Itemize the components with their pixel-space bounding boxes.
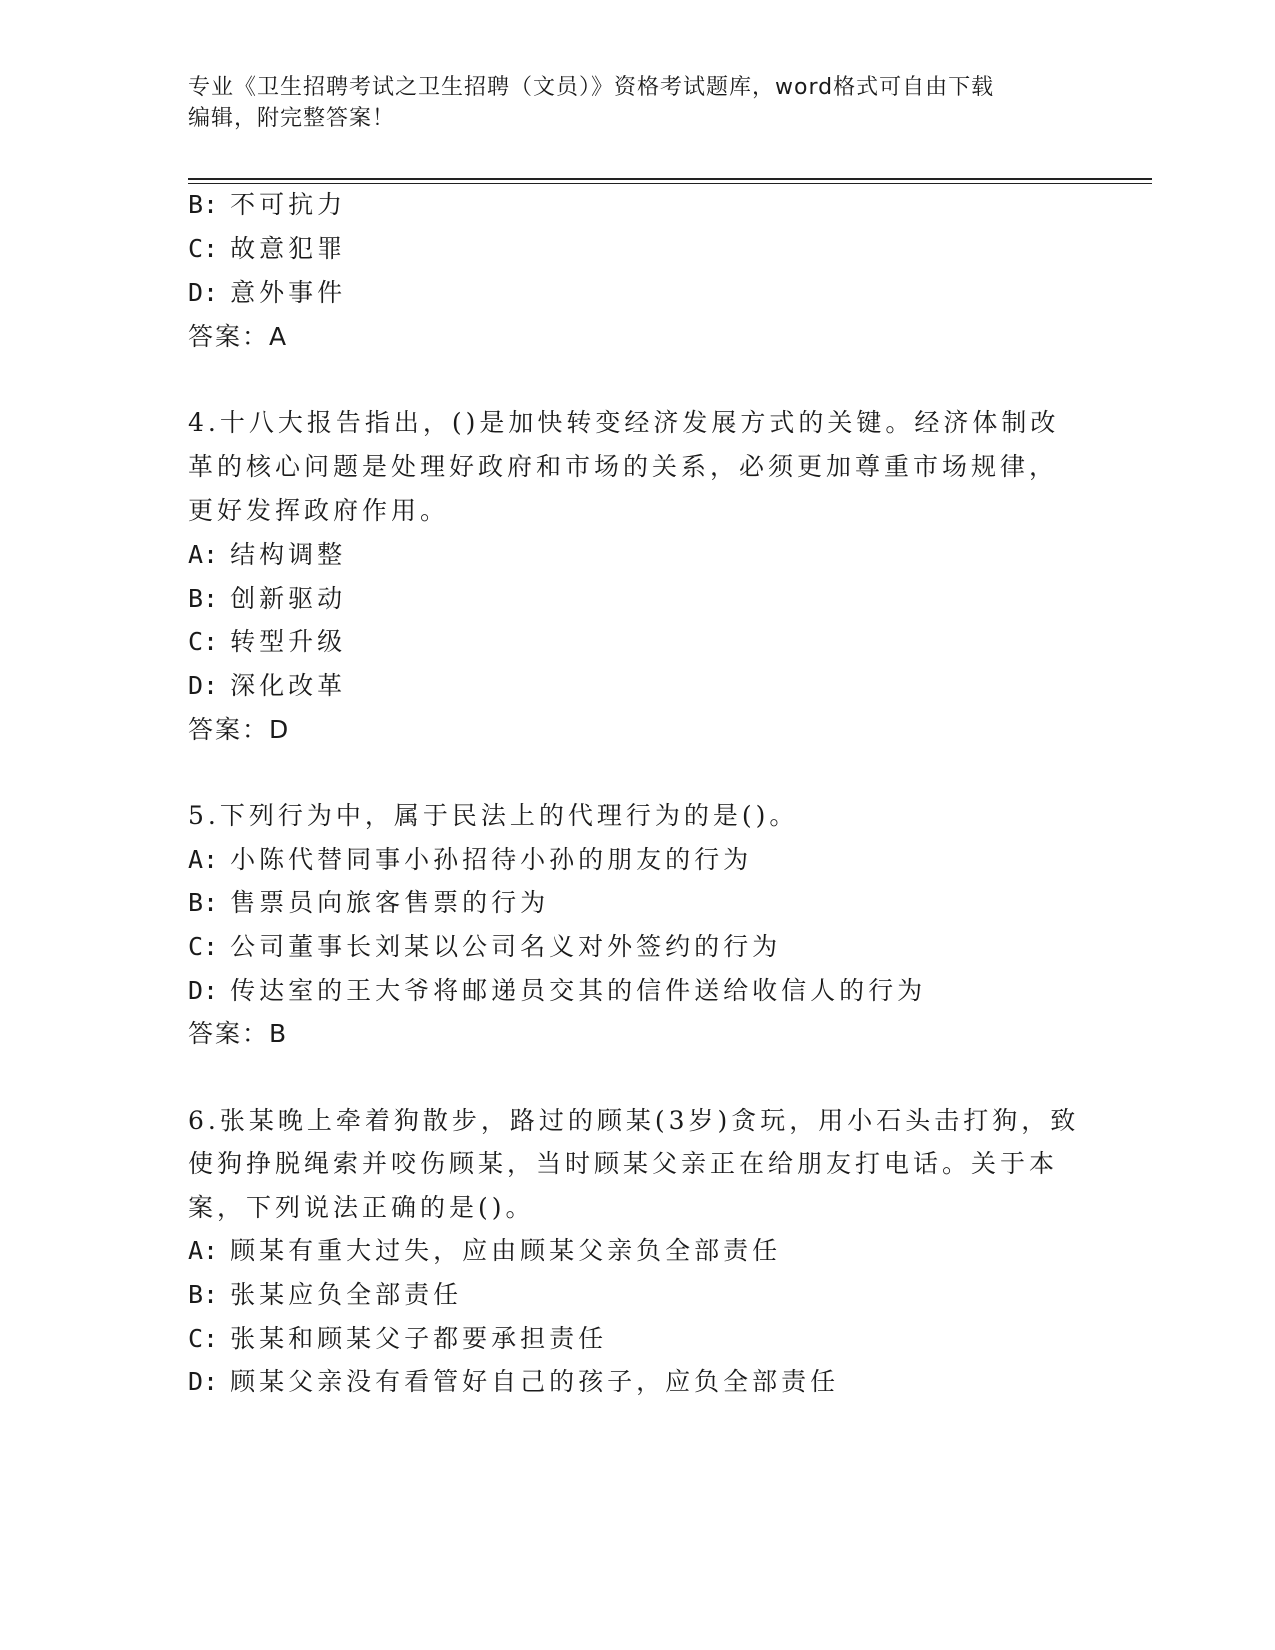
header-title-line-1: 专业《卫生招聘考试之卫生招聘（文员）》资格考试题库，word格式可自由下载 — [188, 75, 995, 100]
header-divider-thick — [188, 178, 1152, 180]
q6-stem-line-2: 使狗挣脱绳索并咬伤顾某，当时顾某父亲正在给朋友打电话。关于本 — [188, 1149, 1059, 1178]
q4-option-b — [188, 579, 346, 615]
q4-stem-line-2: 革的核心问题是处理好政府和市场的关系，必须更加尊重市场规律， — [188, 452, 1059, 481]
header-divider-thin — [188, 183, 1152, 184]
option-text: 公司董事长刘某以公司名义对外签约的行为 — [230, 932, 782, 961]
option-letter: B: — [188, 1280, 219, 1309]
q3-option-c — [188, 229, 346, 265]
q4-answer: 答案：D — [188, 715, 291, 744]
option-text: 意外事件 — [230, 278, 347, 307]
q4-stem-line-3: 更好发挥政府作用。 — [188, 496, 450, 525]
document-header — [188, 72, 1068, 134]
q3-option-b — [188, 185, 346, 221]
q4-option-d — [188, 666, 346, 702]
q5-option-c — [188, 927, 781, 963]
q6-option-a — [188, 1231, 781, 1267]
option-letter: C: — [188, 627, 219, 656]
option-letter: D: — [188, 278, 219, 307]
q6-option-d — [188, 1362, 839, 1398]
option-letter: C: — [188, 1324, 219, 1353]
option-text: 结构调整 — [230, 540, 347, 569]
option-text: 小陈代替同事小孙招待小孙的朋友的行为 — [230, 845, 753, 874]
q5-stem-line-1: 5.下列行为中，属于民法上的代理行为的是()。 — [188, 801, 799, 830]
option-letter: A: — [188, 845, 219, 874]
q4-option-c — [188, 622, 346, 658]
option-letter: D: — [188, 1367, 219, 1396]
option-letter: B: — [188, 190, 219, 219]
option-text: 不可抗力 — [230, 190, 347, 219]
q6-stem-line-3: 案，下列说法正确的是()。 — [188, 1193, 535, 1222]
option-letter: A: — [188, 540, 219, 569]
q5-option-b — [188, 883, 549, 919]
q5-answer: 答案：B — [188, 1019, 289, 1048]
option-text: 转型升级 — [230, 627, 347, 656]
option-letter: C: — [188, 234, 219, 263]
q4-stem-line-1: 4.十八大报告指出，()是加快转变经济发展方式的关键。经济体制改 — [188, 408, 1060, 437]
q6-stem-line-1: 6.张某晚上牵着狗散步，路过的顾某(3岁)贪玩，用小石头击打狗，致 — [188, 1106, 1080, 1135]
option-letter: A: — [188, 1236, 219, 1265]
option-text: 传达室的王大爷将邮递员交其的信件送给收信人的行为 — [230, 976, 927, 1005]
option-letter: B: — [188, 584, 219, 613]
option-text: 深化改革 — [230, 671, 347, 700]
option-text: 顾某有重大过失，应由顾某父亲负全部责任 — [230, 1236, 782, 1265]
option-text: 张某应负全部责任 — [230, 1280, 463, 1309]
q4-option-a — [188, 535, 346, 571]
option-letter: C: — [188, 932, 219, 961]
q3-option-d — [188, 273, 346, 309]
option-text: 故意犯罪 — [230, 234, 347, 263]
option-text: 顾某父亲没有看管好自己的孩子，应负全部责任 — [230, 1367, 840, 1396]
option-text: 售票员向旅客售票的行为 — [230, 888, 550, 917]
q5-option-a — [188, 840, 752, 876]
option-letter: D: — [188, 671, 219, 700]
q6-option-c — [188, 1319, 607, 1355]
header-title-line-2: 编辑，附完整答案！ — [188, 106, 396, 131]
option-text: 张某和顾某父子都要承担责任 — [230, 1324, 608, 1353]
q6-option-b — [188, 1275, 462, 1311]
q3-answer: 答案：A — [188, 322, 289, 351]
option-text: 创新驱动 — [230, 584, 347, 613]
option-letter: D: — [188, 976, 219, 1005]
q5-option-d — [188, 971, 926, 1007]
option-letter: B: — [188, 888, 219, 917]
